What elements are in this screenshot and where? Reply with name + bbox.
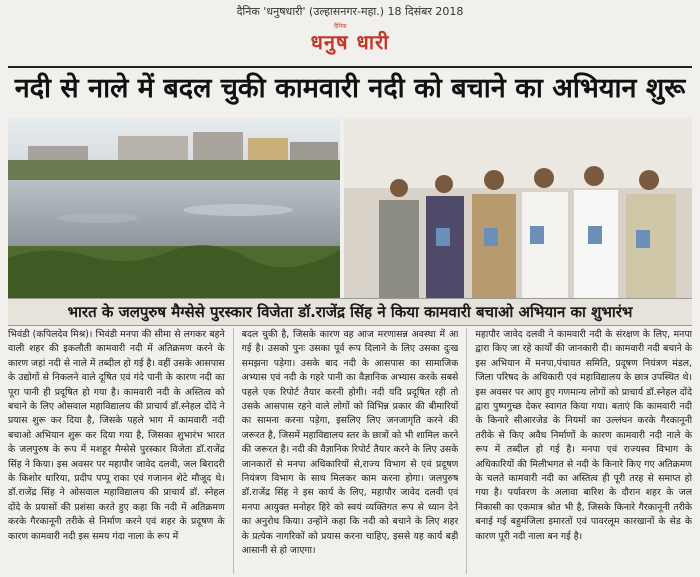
article-columns bbox=[8, 328, 692, 574]
masthead-tag: दैनिक bbox=[334, 23, 347, 30]
river-photo-image bbox=[8, 118, 340, 298]
column-divider bbox=[233, 328, 234, 574]
article-text: बदल चुकी है, जिसके कारण वह आज मरणासन्न अवस्था में आ गई है। उसको पुनः उसका पूर्व रूप दिलाने के लिए उसका दुःख समझना पड़ेगा। उसके बाद नदी के आसपास का सामाजिक अभ्यास एवं नदी के गहरे पानी का वैज्ञानिक अभ्यास करके सबसे पहले एक रिपोर्ट तैयार करनी होगी। नदी यदि प्रदूषित रही तो उसके आसपास रहने वाले लोगों को विभिन्न प्रकार की बीमारियों का सामना करना पड़ेगा, इसलिए लिए जनजागृति करने की जरूरत है, जिसमें महाविद्यालय स्तर के छात्रों को भी शामिल करने की जरूरत है। नदी की वैज्ञानिक रिपोर्ट तैयार करने के लिए उसके जानकारों से मनपा अधिकारियों से,राज्य विभाग से एवं प्रदूषण नियंत्रण विभाग के साथ मिलकर काम करना होगा। जलपुरुष डॉ.राजेंद्र सिंह ने इस कार्य के लिए, महापौर जावेद दलवी एवं मनपा आयुक्त मनोहर हिरे को स्वयं व्यक्तिगत रूप से ध्यान देने का अनुरोध किया। उन्होंने कहा कि नदी को बचाने के लिए शहर के प्रत्येक नागरिकों को प्रयास करना चाहिए, इससे यह कार्य बड़ी आसानी से हो जाएगा। bbox=[241, 329, 459, 557]
top-rule bbox=[8, 66, 692, 68]
article-column-1 bbox=[8, 328, 225, 574]
article-column-2 bbox=[242, 328, 459, 574]
subheadline: भारत के जलपुरुष मैग्सेसे पुरस्कार विजेता डॉ.राजेंद्र सिंह ने किया कामवारी बचाओ अभियान का शुभारंभ bbox=[8, 298, 692, 326]
article-column-3 bbox=[475, 328, 692, 574]
dateline: दैनिक 'धनुषधारी' (उल्हासनगर-महा.) 18 दिसंबर 2018 bbox=[236, 5, 464, 18]
river-photo bbox=[8, 118, 340, 298]
column-divider bbox=[466, 328, 467, 574]
article-text: भिवंडी (कपिलदेव मिश्र)। भिवंडी मनपा की सीमा से लगकर बहने वाली शहर की इकलौती कामवारी नदी में अतिक्रमण करने के कारण जहां नदी से नाले में तब्दील हो गई है। वहीं उसके आसपास के उद्योगों से निकलने वाले दूषित एवं गंदे पानी के कारण नदी का पूरा पानी ही प्रदूषित हो गया है। कामवारी नदी के अस्तित्व को बचाने के लिए ओसवाल महाविद्यालय की प्राचार्य डॉ.स्नेहल दोंदे ने प्रयास शुरू कर दिया है, जिसके पहले भाग में कामवारी नदी बचाओ अभियान शुरू कर दिया गया है, जिसका शुभारंभ भारत के जलपुरुष के रूप में मशहूर मैग्सेसे पुरस्कार विजेता डॉ.राजेंद्र सिंह ने किया। इस अवसर पर महापौर जावेद दलवी, जल बिरादरी के किशोर धारिया, प्रदीप पप्पू राका एवं गजानन शेटे मौजूद थे। डॉ.राजेंद्र सिंह ने ओसवाल महाविद्यालय की प्राचार्य डॉ. स्नेहल दोंदे के प्रयासों की प्रशंसा करते हुए कहा कि नदी में अतिक्रमण करके गैरकानूनी तरीके से निर्माण करने एवं शहर के प्रदूषण के कारण कामवारी नदी इस समय गंदा नाला के रूप में bbox=[8, 329, 225, 542]
headline: नदी से नाले में बदल चुकी कामवारी नदी को बचाने का अभियान शुरू bbox=[14, 73, 686, 104]
masthead-logo bbox=[292, 22, 408, 60]
masthead-brand: धनुष धारी bbox=[310, 29, 390, 54]
ceremony-photo-image bbox=[344, 118, 692, 298]
ceremony-photo bbox=[344, 118, 692, 298]
article-text: महापौर जावेद दलवी ने कामवारी नदी के संरक्षण के लिए, मनपा द्वारा किए जा रहे कार्यों की जानकारी दी। कामवारी नदी बचाने के इस अभियान में मनपा,पंचायत समिति, प्रदूषण नियंत्रण मंडल, जिला परिषद के अधिकारी एवं महाविद्यालय के छात्र उपस्थित थे। इस अवसर पर आए हुए गणमान्य लोगों को प्राचार्य डॉ.स्नेहल दोंदे द्वारा पुष्पगुच्छ देकर स्वागत किया गया। बताएं कि कामवारी नदी के किनारे सीआरजेड के नियमों का उल्लंघन करके गैरकानूनी तरीके से किए अवैध निर्माणों के कारण कामवारी नदी नाले के रूप में तब्दील हो गई है। मनपा एवं राज्यस्व विभाग के अधिकारियों की मिलीभगत से नदी के किनारे किए गए अतिक्रमण के चलते कामवारी नदी का अस्तित्व ही पूरी तरह से समाप्त हो गया है। पर्यावरण के अलावा बारिश के दौरान शहर के जल निकासी का एकमात्र श्रोत भी है, जिसके किनारे गैरकानूनी तरीके बनाई गई बहुमंजिला इमारतों एवं पावरलूम कारखानों के सेड के कारण पूरी नदी नाला बन गई है। bbox=[475, 329, 693, 542]
